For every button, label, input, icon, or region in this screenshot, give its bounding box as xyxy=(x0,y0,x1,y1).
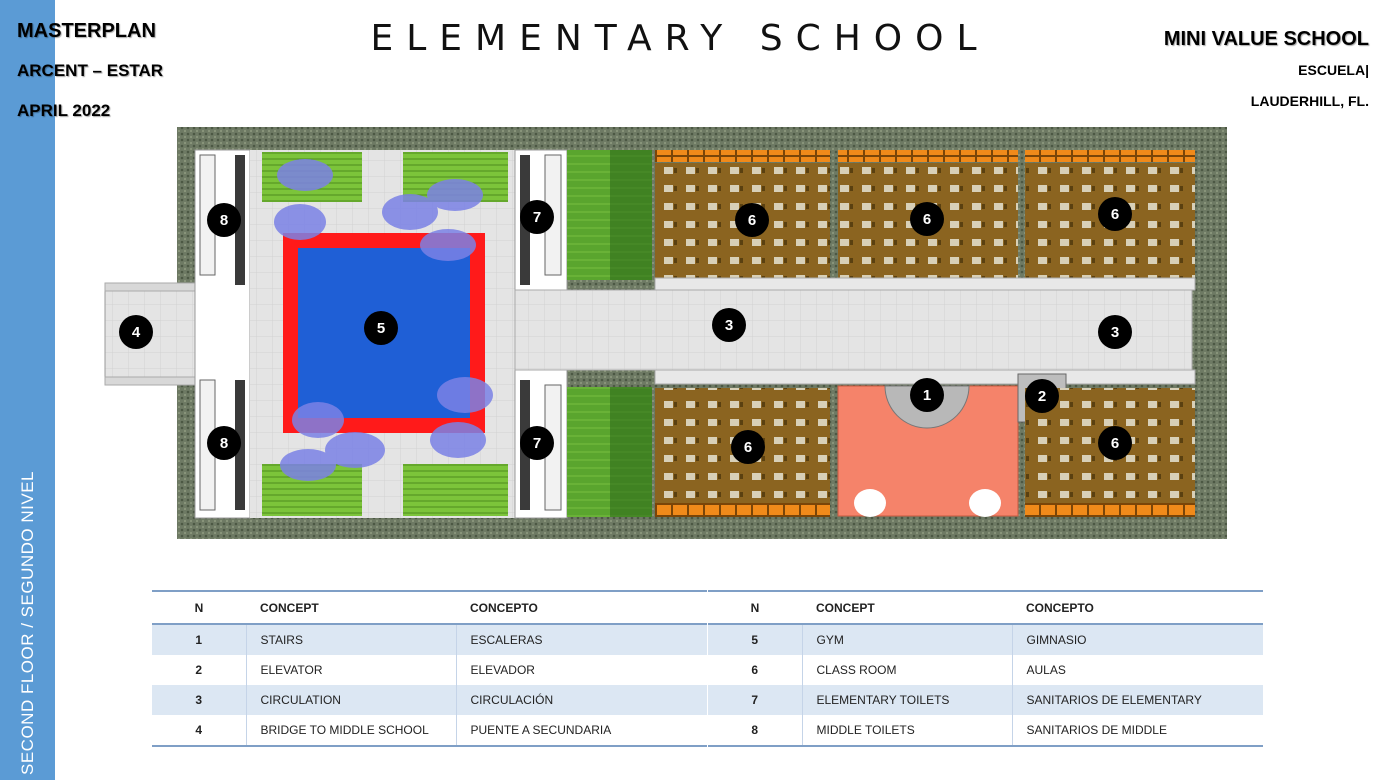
marker-6e xyxy=(1098,426,1132,460)
marker-1 xyxy=(910,378,944,412)
svg-text:6: 6 xyxy=(922,211,932,228)
svg-text:6: 6 xyxy=(1110,435,1120,452)
school-name: MINI VALUE SCHOOL xyxy=(1163,28,1369,50)
header-concept: CONCEPT xyxy=(246,591,456,624)
header-concepto: CONCEPTO xyxy=(1012,591,1263,624)
table-row xyxy=(152,685,707,715)
table-row xyxy=(152,715,707,746)
table-row xyxy=(708,685,1263,715)
marker-8a xyxy=(207,203,241,237)
marker-3a xyxy=(712,308,746,342)
svg-text:1: 1 xyxy=(922,387,932,404)
table-cell: STAIRS xyxy=(246,624,456,655)
legend-header-row xyxy=(152,591,707,624)
marker-3b xyxy=(1098,315,1132,349)
table-cell: SANITARIOS DE MIDDLE xyxy=(1012,715,1263,746)
header-n: N xyxy=(152,591,246,624)
svg-text:5: 5 xyxy=(376,320,386,337)
table-cell: SANITARIOS DE ELEMENTARY xyxy=(1012,685,1263,715)
marker-6a xyxy=(735,203,769,237)
marker-6b xyxy=(910,202,944,236)
table-cell: 2 xyxy=(195,663,203,677)
marker-6d xyxy=(731,430,765,464)
svg-text:6: 6 xyxy=(743,439,753,456)
table-cell: PUENTE A SECUNDARIA xyxy=(456,715,707,746)
table-cell: AULAS xyxy=(1012,655,1263,685)
table-row xyxy=(708,715,1263,746)
table-cell: CIRCULACIÓN xyxy=(456,685,707,715)
page-title: ELEMENTARY SCHOOL xyxy=(370,18,990,59)
svg-text:3: 3 xyxy=(1110,324,1120,341)
table-cell: 7 xyxy=(708,685,802,715)
svg-text:7: 7 xyxy=(532,435,542,452)
school-type: ESCUELA| xyxy=(1298,62,1369,78)
table-cell: ELEMENTARY TOILETS xyxy=(802,685,1012,715)
header-concepto: CONCEPTO xyxy=(456,591,707,624)
table-row xyxy=(708,655,1263,685)
marker-6c xyxy=(1098,197,1132,231)
legend-table-right xyxy=(708,590,1263,747)
svg-text:6: 6 xyxy=(747,212,757,229)
date-label: APRIL 2022 xyxy=(17,101,111,120)
legend-table-left xyxy=(152,590,707,747)
school-location: LAUDERHILL, FL. xyxy=(1250,93,1369,109)
table-cell: ELEVADOR xyxy=(456,655,707,685)
marker-7b xyxy=(520,426,554,460)
header-n: N xyxy=(708,591,802,624)
arcent-label: ARCENT – ESTAR xyxy=(17,61,164,80)
corridor xyxy=(515,290,1192,370)
svg-text:7: 7 xyxy=(532,209,542,226)
header-concept: CONCEPT xyxy=(802,591,1012,624)
marker-4 xyxy=(119,315,153,349)
table-cell: 5 xyxy=(708,624,802,655)
table-cell: 3 xyxy=(152,685,246,715)
table-row xyxy=(152,655,707,685)
table-cell: 6 xyxy=(751,663,759,677)
floor-label: SECOND FLOOR / SEGUNDO NIVEL xyxy=(18,471,37,775)
svg-text:6: 6 xyxy=(1110,206,1120,223)
table-cell: BRIDGE TO MIDDLE SCHOOL xyxy=(246,715,456,746)
table-cell: 4 xyxy=(152,715,246,746)
svg-text:3: 3 xyxy=(724,317,734,334)
masterplan-label: MASTERPLAN xyxy=(17,20,156,42)
table-row xyxy=(152,624,707,655)
svg-text:8: 8 xyxy=(219,435,229,452)
svg-text:2: 2 xyxy=(1037,388,1047,405)
svg-text:4: 4 xyxy=(131,324,141,341)
table-cell: MIDDLE TOILETS xyxy=(802,715,1012,746)
table-cell: 1 xyxy=(152,624,246,655)
table-cell: ESCALERAS xyxy=(456,624,707,655)
marker-7a xyxy=(520,200,554,234)
table-cell: CLASS ROOM xyxy=(802,655,1012,685)
marker-8b xyxy=(207,426,241,460)
table-cell: 8 xyxy=(708,715,802,746)
table-cell: CIRCULATION xyxy=(246,685,456,715)
marker-5 xyxy=(364,311,398,345)
svg-text:8: 8 xyxy=(219,212,229,229)
table-cell: ELEVATOR xyxy=(246,655,456,685)
legend-header-row xyxy=(708,591,1263,624)
table-row xyxy=(708,624,1263,655)
table-cell: GYM xyxy=(802,624,1012,655)
table-cell: GIMNASIO xyxy=(1012,624,1263,655)
marker-2 xyxy=(1025,379,1059,413)
